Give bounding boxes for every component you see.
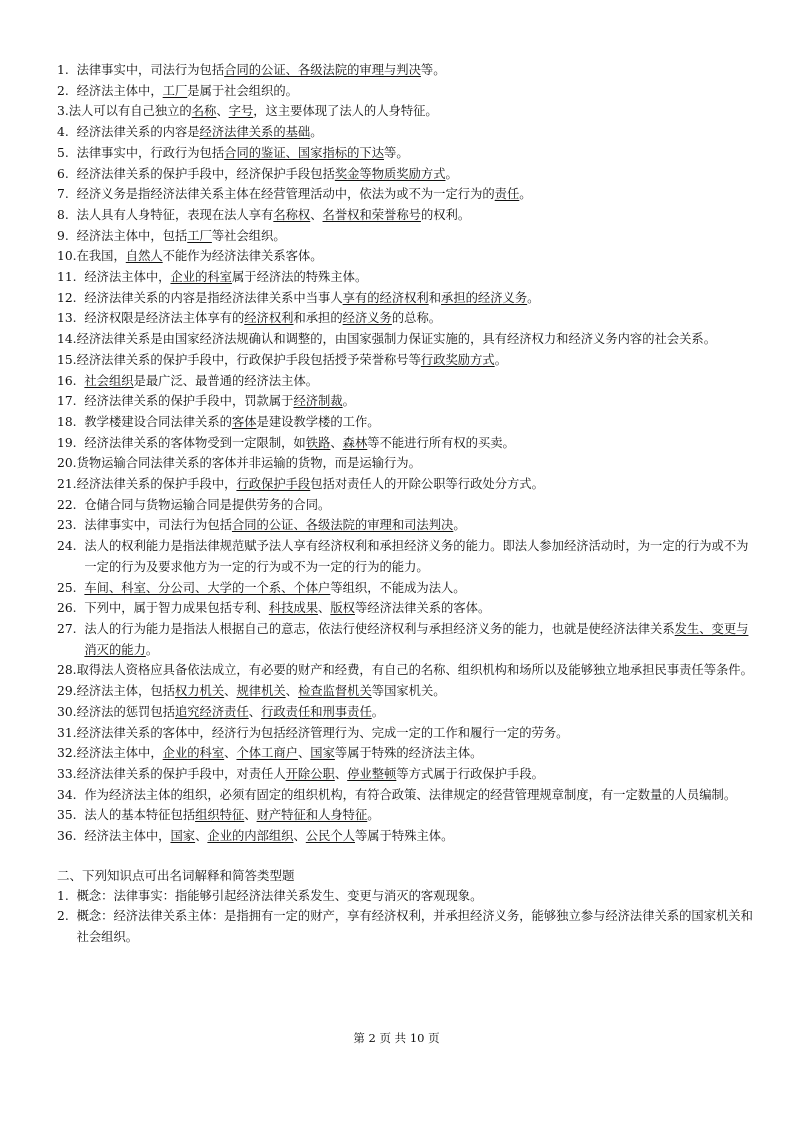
list-item	[57, 101, 757, 122]
item-text-part: 作为经济法主体的组织，必须有固定的组织机构，有符合政策、法律规定的经营管理规章制度，有一定数量的人员编制。	[84, 787, 737, 802]
item-text-part: 和承担的	[293, 311, 343, 326]
item-text-part: 是最广泛、最普通的经济法主体。	[133, 373, 319, 388]
item-number: 36.	[57, 829, 85, 844]
underlined-answer: 字号	[228, 104, 254, 119]
list-item	[57, 143, 757, 164]
underlined-answer: 工厂	[162, 83, 188, 98]
underlined-answer: 责任	[494, 187, 520, 202]
item-number: 13.	[57, 311, 85, 326]
section-title: 二、下列知识点可出名词解释和简答类型题	[57, 867, 295, 883]
list-item	[57, 474, 757, 495]
item-text-part: 、	[334, 766, 348, 781]
item-text	[84, 578, 757, 599]
item-text-part: 和	[428, 290, 442, 305]
item-text-part: 经济权限是经济法主体享有的	[84, 311, 245, 326]
item-text-part: 不能作为经济法律关系客体。	[162, 249, 323, 264]
item-number: 3.	[57, 104, 69, 119]
underlined-answer: 名称	[191, 104, 217, 119]
item-number: 23.	[57, 518, 85, 533]
item-text-part: 经济法律关系的内容是指经济法律关系中当事人	[84, 290, 343, 305]
list-item	[57, 619, 757, 660]
item-text-part: 法人的行为能力是指法人根据自己的意志，依法行使经济权利与承担经济义务的能力，也就是使经济法律关系	[84, 621, 675, 636]
item-text-part: 等社会组织。	[211, 228, 286, 243]
underlined-answer: 企业的科室	[162, 746, 225, 761]
underlined-answer: 行政奖励方式	[420, 352, 495, 367]
item-text-part: 属于经济法的特殊主体。	[231, 270, 368, 285]
item-text-part: 。	[342, 394, 355, 409]
item-text-part: 经济法律关系的内容是	[76, 125, 200, 140]
item-text	[77, 702, 757, 723]
list-item	[57, 371, 757, 392]
item-number: 14.	[57, 332, 77, 347]
item-text	[77, 350, 757, 371]
item-text-part: 。	[519, 187, 532, 202]
item-text-part: 。	[145, 642, 159, 657]
item-text-part: 在我国，	[76, 249, 126, 264]
item-text-part: 等国家机关。	[371, 684, 446, 699]
underlined-answer: 公民个人	[305, 829, 355, 844]
item-text	[84, 619, 757, 660]
item-text	[77, 143, 757, 164]
item-text-part: 的权利。	[420, 207, 471, 222]
item-text-part: 、	[318, 601, 331, 616]
underlined-answer: 开除公职	[285, 766, 335, 781]
underlined-answer: 检查监督机关	[297, 684, 372, 699]
item-number: 27.	[57, 621, 85, 636]
item-number: 5.	[57, 145, 77, 160]
item-number: 22.	[57, 497, 85, 512]
item-text	[77, 474, 757, 495]
underlined-answer: 客体	[231, 414, 257, 429]
item-text-part: 经济法的惩罚包括	[76, 704, 175, 719]
item-number: 20.	[57, 456, 77, 471]
question-list	[57, 60, 757, 847]
item-text-part: 等属于特殊的经济法主体。	[334, 746, 483, 761]
item-number: 11.	[57, 270, 85, 285]
item-text-part: 的总称。	[391, 311, 442, 326]
item-text	[69, 101, 757, 122]
item-number: 29.	[57, 684, 77, 699]
underlined-answer: 停业整顿	[347, 766, 397, 781]
list-item	[57, 598, 757, 619]
page-footer: 第 2 页 共 10 页	[353, 1031, 440, 1045]
list-item	[57, 743, 757, 764]
item-number: 2.	[57, 83, 77, 98]
item-text	[77, 329, 757, 350]
item-number: 17.	[57, 394, 85, 409]
item-text	[84, 288, 757, 309]
item-text	[84, 495, 757, 516]
list-item	[57, 60, 757, 81]
list-item	[57, 350, 757, 371]
item-text-part: 是建设教学楼的工作。	[256, 414, 380, 429]
item-text-part: 经济法主体中，	[84, 270, 171, 285]
item-text	[84, 371, 757, 392]
list-item	[57, 81, 757, 102]
item-text	[84, 826, 757, 847]
item-text-part: 经济法主体中，	[76, 83, 163, 98]
item-text-part: 、	[224, 684, 237, 699]
list-item	[57, 515, 757, 536]
item-text-part: 、	[244, 808, 257, 823]
list-item	[57, 536, 757, 577]
underlined-answer: 科技成果	[268, 601, 319, 616]
item-text	[84, 267, 757, 288]
item-number: 32.	[57, 746, 77, 761]
list-item	[57, 453, 757, 474]
item-text-part: 、	[195, 829, 208, 844]
underlined-answer: 企业的内部组织	[207, 829, 294, 844]
list-item	[57, 764, 757, 785]
item-number: 10.	[57, 249, 77, 264]
item-text-part: 、	[285, 684, 298, 699]
item-number: 26.	[57, 601, 85, 616]
underlined-answer: 发生、变更与消灭的能力	[84, 621, 749, 657]
underlined-answer: 森林	[342, 435, 368, 450]
item-number: 34.	[57, 787, 85, 802]
list-item	[57, 495, 757, 516]
item-number: 30.	[57, 704, 77, 719]
item-text-part: 法律事实中，司法行为包括	[84, 518, 232, 533]
item-text-part: 经济法主体中，	[76, 746, 163, 761]
item-text	[84, 536, 757, 577]
item-number: 19.	[57, 435, 85, 450]
list-item	[57, 785, 757, 806]
item-text-part: 、	[248, 704, 262, 719]
item-text	[77, 164, 757, 185]
item-text	[77, 743, 757, 764]
item-text-part: 。	[453, 518, 466, 533]
underlined-answer: 权力机关	[174, 684, 225, 699]
underlined-answer: 组织特征	[195, 808, 245, 823]
underlined-answer: 合同的公证、各级法院的审理与判决	[224, 63, 421, 77]
underlined-answer: 版权	[330, 601, 355, 616]
item-text-part: 经济法律关系的客体中，经济行为包括经济管理行为、完成一定的工作和履行一定的劳务。	[76, 725, 569, 740]
item-number: 8.	[57, 207, 77, 222]
item-text-part: 等。	[384, 145, 409, 160]
item-text-part: 法人具有人身特征，表现在法人享有	[76, 207, 274, 222]
item-text-part: 教学楼建设合同法律关系的	[84, 414, 232, 429]
list-item	[57, 246, 757, 267]
item-number: 31.	[57, 725, 77, 740]
list-item	[57, 391, 757, 412]
item-text	[84, 805, 757, 826]
item-text-part: 经济法律关系的保护手段中，经济保护手段包括	[76, 166, 335, 181]
item-text-part: 法律事实中，行政行为包括	[76, 145, 225, 160]
item-text-part: 、	[297, 746, 311, 761]
item-text-part: 仓储合同与货物运输合同是提供劳务的合同。	[84, 497, 331, 512]
item-text-part: 。	[527, 290, 540, 305]
item-text-part: 。	[494, 352, 507, 367]
list-item	[57, 578, 757, 599]
item-text-part: 。	[310, 125, 323, 140]
item-text-part: 、	[310, 207, 323, 222]
item-text	[84, 433, 757, 454]
list-item	[57, 226, 757, 247]
document-body	[57, 60, 757, 948]
list-item	[57, 702, 757, 723]
underlined-answer: 名誉权和荣誉称号	[322, 207, 421, 222]
item-text-part: 等。	[420, 63, 446, 77]
item-text-part: 经济法律关系的保护手段中，罚款属于	[84, 394, 294, 409]
item-text-part: 法人的权利能力是指法律规范赋予法人享有经济权利和承担经济义务的能力。即法人参加经济活动时，为一定的行为或不为一定的行为及要求他方为一定的行为或不为一定的行为的能力。	[84, 539, 749, 574]
item-text-part: 法人的基本特征包括	[84, 808, 196, 823]
definition-text: 概念：法律事实：指能够引起经济法律关系发生、变更与消灭的客观现象。	[76, 888, 483, 903]
item-text	[84, 391, 757, 412]
item-number: 35.	[57, 808, 85, 823]
underlined-answer: 企业的科室	[170, 270, 232, 285]
item-text-part: 取得法人资格应具备依法成立，有必要的财产和经费，有自己的名称、组织机构和场所以及能够独立地承担民事责任等条件。	[76, 663, 753, 678]
item-text-part: 包括对责任人的开除公职等行政处分方式。	[310, 477, 544, 492]
list-item	[57, 805, 757, 826]
underlined-answer: 经济义务	[342, 311, 392, 326]
item-number: 9.	[57, 228, 77, 243]
item-text	[77, 681, 757, 702]
item-text-part: 经济法律关系的保护手段中，对责任人	[76, 766, 286, 781]
item-text	[84, 598, 757, 619]
item-number: 24.	[57, 539, 85, 554]
item-text-part: 等不能进行所有权的买卖。	[367, 435, 515, 450]
list-item	[57, 308, 757, 329]
underlined-answer: 合同的公证、各级法院的审理和司法判决	[231, 518, 454, 533]
item-text	[77, 184, 757, 205]
underlined-answer: 合同的鉴证、国家指标的下达	[224, 145, 385, 160]
definition-text: 概念：经济法律关系主体：是指拥有一定的财产，享有经济权利，并承担经济义务，能够独立参与经济法律关系的国家机关和社会组织。	[76, 909, 753, 945]
underlined-answer: 行政保护手段	[236, 477, 311, 492]
item-text	[77, 122, 757, 143]
underlined-answer: 规律机关	[236, 684, 286, 699]
item-text	[77, 226, 757, 247]
item-text	[77, 246, 757, 267]
item-text-part: 、	[330, 435, 343, 450]
item-number: 7.	[57, 187, 77, 202]
list-item	[57, 723, 757, 744]
item-text-part: 经济法律关系是由国家经济法规确认和调整的，由国家强制力保证实施的，具有经济权力和经济义务内容的社会关系。	[76, 332, 717, 347]
item-text-part: 。	[445, 166, 458, 181]
item-text-part: 等属于特殊主体。	[355, 829, 454, 844]
underlined-answer: 经济法律关系的基础	[199, 125, 311, 140]
underlined-answer: 铁路	[305, 435, 331, 450]
item-text	[84, 785, 757, 806]
item-text-part: 经济法主体中，包括	[76, 228, 188, 243]
item-text-part: 经济法律关系的客体物受到一定限制，如	[84, 435, 306, 450]
item-text-part: 经济法主体，包括	[76, 684, 175, 699]
item-text	[84, 515, 757, 536]
item-text-part: 经济法律关系的保护手段中，	[76, 477, 237, 492]
list-item	[57, 184, 757, 205]
list-item	[57, 122, 757, 143]
item-text	[77, 60, 757, 81]
list-item	[57, 164, 757, 185]
item-text-part: 、	[224, 746, 237, 761]
item-text	[77, 660, 757, 681]
item-number: 18.	[57, 414, 85, 429]
item-text-part: 。	[371, 704, 385, 719]
underlined-answer: 经济权利	[244, 311, 294, 326]
item-text	[77, 453, 757, 474]
item-text	[84, 308, 757, 329]
item-text-part: ，这主要体现了法人的人身特征。	[253, 104, 438, 119]
item-text-part: 经济法主体中，	[84, 829, 171, 844]
underlined-answer: 工厂	[187, 228, 212, 243]
underlined-answer: 自然人	[125, 249, 163, 264]
list-item	[57, 288, 757, 309]
underlined-answer: 经济制裁	[293, 394, 343, 409]
item-number: 1.	[57, 63, 77, 77]
item-number: 15.	[57, 352, 77, 367]
list-item	[57, 681, 757, 702]
item-text-part: 、	[216, 104, 229, 119]
underlined-answer: 社会组织	[84, 373, 134, 388]
list-item	[57, 205, 757, 226]
item-number: 12.	[57, 290, 85, 305]
underlined-answer: 奖金等物质奖励方式	[334, 166, 446, 181]
item-text-part: 货物运输合同法律关系的客体并非运输的货物，而是运输行为。	[76, 456, 421, 471]
definition-item	[57, 886, 757, 907]
underlined-answer: 财产特征和人身特征	[256, 808, 368, 823]
item-text	[77, 205, 757, 226]
item-text-part: 等方式属于行政保护手段。	[396, 766, 544, 781]
item-number: 1.	[57, 888, 77, 903]
underlined-answer: 国家	[170, 829, 196, 844]
item-number: 21.	[57, 477, 77, 492]
underlined-answer: 名称权	[273, 207, 311, 222]
item-number: 2.	[57, 909, 77, 924]
item-number: 25.	[57, 580, 85, 595]
underlined-answer: 享有的经济权利	[342, 290, 429, 305]
item-text-part: 等组织，不能成为法人。	[330, 580, 466, 595]
item-text-part: 等经济法律关系的客体。	[354, 601, 491, 616]
item-text-part: 经济义务是指经济法律关系主体在经营管理活动中，依法为或不为一定行为的	[76, 187, 495, 202]
definition-item	[57, 906, 757, 947]
item-number: 4.	[57, 125, 77, 140]
item-text	[84, 412, 757, 433]
list-item	[57, 267, 757, 288]
item-text	[77, 723, 757, 744]
underlined-answer: 追究经济责任	[174, 704, 249, 719]
underlined-answer: 个体工商户	[236, 746, 298, 761]
list-item	[57, 329, 757, 350]
item-text-part: 经济法律关系的保护手段中，行政保护手段包括授予荣誉称号等	[76, 352, 421, 367]
underlined-answer: 行政责任和刑事责任	[261, 704, 372, 719]
item-number: 16.	[57, 373, 85, 388]
item-text	[77, 81, 757, 102]
underlined-answer: 承担的经济义务	[441, 290, 528, 305]
list-item	[57, 660, 757, 681]
item-number: 28.	[57, 663, 77, 678]
list-item	[57, 433, 757, 454]
item-text-part: 是属于社会组织的。	[187, 83, 298, 98]
underlined-answer: 车间、科室、分公司、大学的一个系、个体户	[84, 580, 331, 595]
item-number: 6.	[57, 166, 77, 181]
item-text-part: 。	[367, 808, 380, 823]
definition-list	[57, 886, 757, 948]
list-item	[57, 412, 757, 433]
item-text-part: 法律事实中，司法行为包括	[76, 63, 225, 77]
underlined-answer: 国家	[310, 746, 335, 761]
list-item	[57, 826, 757, 847]
item-number: 33.	[57, 766, 77, 781]
item-text-part: 法人可以有自己独立的	[68, 104, 192, 119]
item-text	[77, 764, 757, 785]
item-text-part: 、	[293, 829, 306, 844]
item-text-part: 下列中，属于智力成果包括专利、	[84, 601, 269, 616]
